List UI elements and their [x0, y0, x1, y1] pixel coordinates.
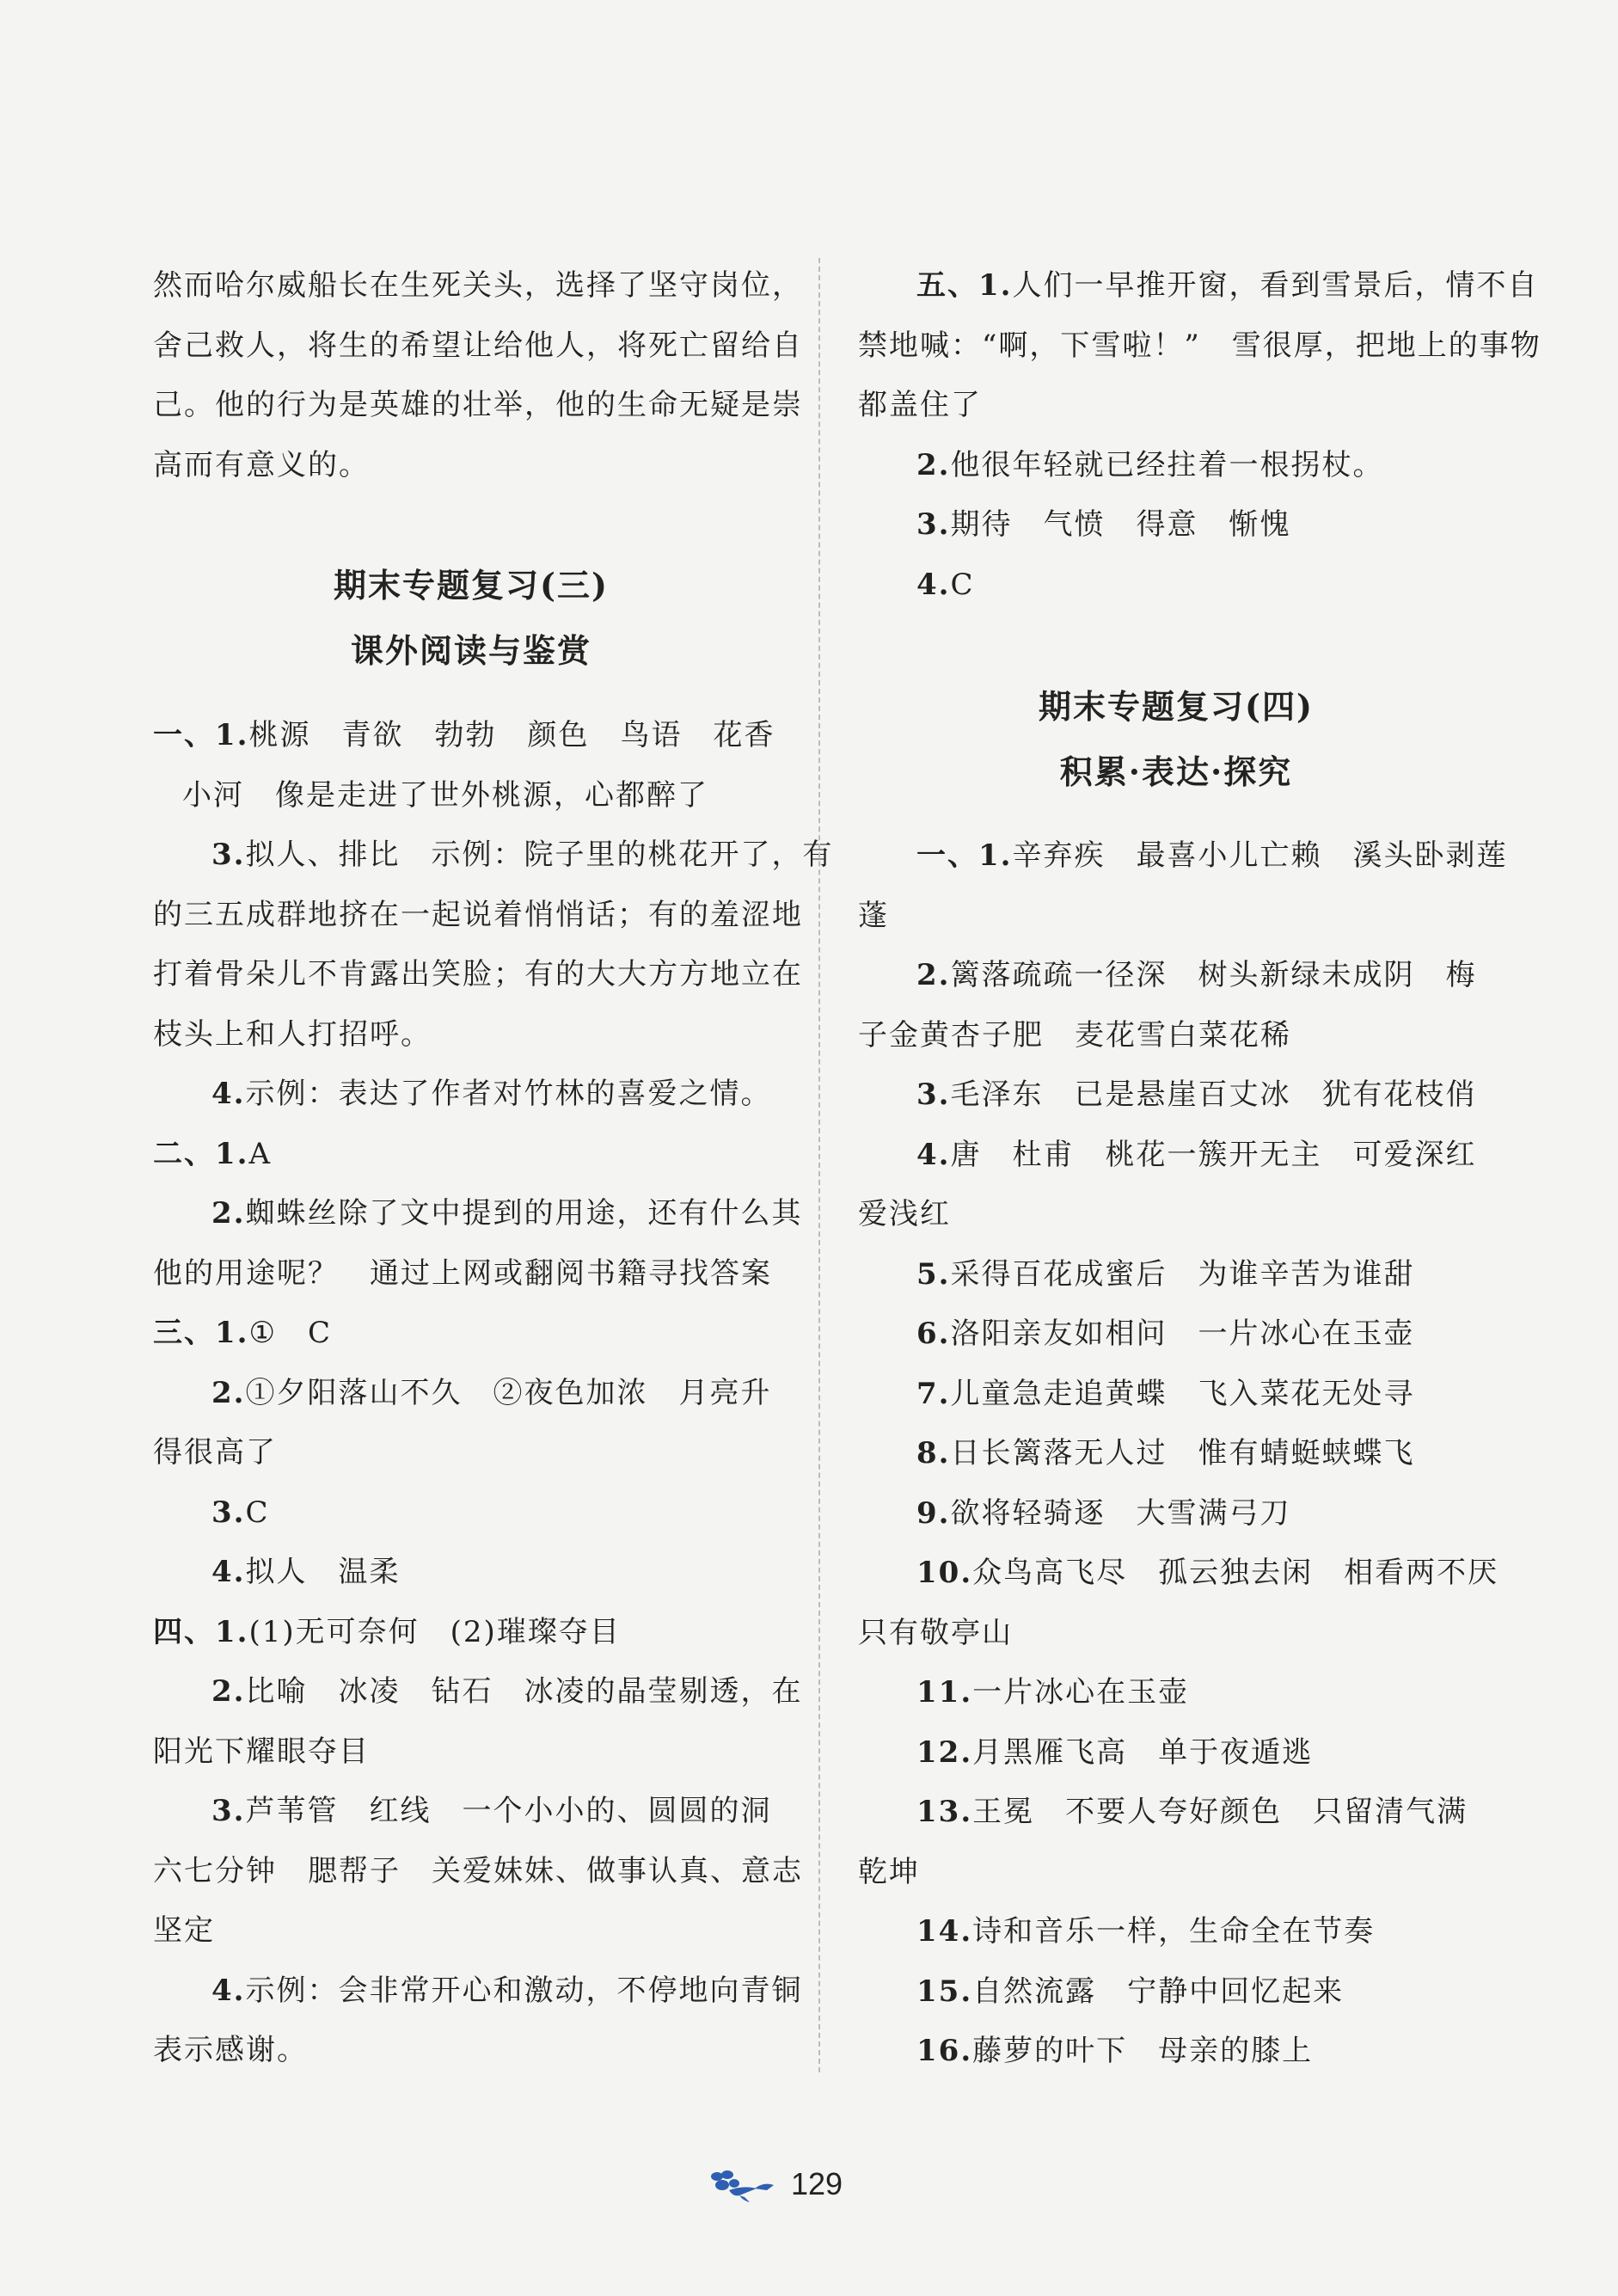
answer-text: 乾坤 [858, 1854, 920, 1889]
answer-line [916, 1436, 1415, 1470]
answer-line [916, 448, 1384, 482]
answer-line [153, 1913, 215, 1948]
answer-number: 12. [916, 1734, 973, 1770]
answer-line [916, 1257, 1415, 1292]
answer-line [916, 1317, 1415, 1351]
answer-number: 16. [916, 2034, 973, 2068]
answer-line [916, 1914, 1375, 1949]
answer-text: 都盖住了 [858, 388, 982, 422]
answer-text: 唐 杜甫 桃花一簇开无主 可爱深红 [950, 1137, 1477, 1172]
answer-text: 禁地喊：“啊，下雪啦！” 雪很厚，把地上的事物 [858, 328, 1541, 363]
answer-text: A [248, 1136, 273, 1171]
answer-line [153, 1615, 621, 1649]
column-divider [818, 258, 820, 2072]
answer-number: 2. [916, 447, 951, 482]
answer-number: 6. [916, 1317, 951, 1351]
answer-number: 一、1. [153, 718, 249, 752]
blue-flower-bird-icon [705, 2166, 784, 2204]
intro-line: 然而哈尔威船长在生死关头，选择了坚守岗位， [153, 268, 803, 303]
intro-line: 高而有意义的。 [153, 447, 370, 482]
answer-text: 藤萝的叶下 母亲的膝上 [972, 2034, 1314, 2068]
answer-line [153, 1316, 332, 1350]
answer-line [182, 778, 708, 813]
answer-line [916, 268, 1539, 303]
answer-line [858, 1855, 920, 1889]
answer-text: 人们一早推开窗，看到雪景后，情不自 [1012, 268, 1539, 303]
answer-number: 4. [211, 1077, 246, 1111]
answer-number: 2. [211, 1375, 246, 1410]
intro-line: 舍己救人，将生的希望让给他人，将死亡留给自 [153, 328, 803, 363]
answer-number: 4. [211, 1555, 246, 1589]
answer-number: 3. [916, 1077, 951, 1112]
answer-number: 5. [916, 1256, 951, 1292]
answer-number: 15. [916, 1974, 973, 2009]
answer-line [916, 1795, 1468, 1829]
answer-line [211, 1974, 803, 2008]
answer-number: 4. [916, 1137, 951, 1172]
page-footer [705, 2163, 877, 2206]
answer-line [916, 507, 1291, 542]
answer-line [858, 899, 889, 933]
answer-text: 表示感谢。 [153, 2033, 308, 2067]
answer-text: ①夕阳落山不久 ②夜色加浓 月亮升 [245, 1375, 772, 1410]
answer-text: 他的用途呢？ 通过上网或翻阅书籍寻找答案 [153, 1255, 772, 1291]
answer-line [916, 1138, 1477, 1172]
answer-line [858, 1197, 951, 1231]
answer-line [153, 1734, 370, 1769]
answer-line [211, 1376, 772, 1410]
answer-line [153, 2033, 308, 2067]
answer-line [858, 1616, 1013, 1650]
answer-text: 阳光下耀眼夺目 [153, 1734, 370, 1769]
answer-text: 示例：表达了作者对竹林的喜爱之情。 [245, 1077, 772, 1111]
answer-number: 9. [916, 1495, 951, 1531]
answer-text: 毛泽东 已是悬崖百丈冰 犹有花枝俏 [950, 1077, 1477, 1112]
answer-text: 芦苇管 红线 一个小小的、圆圆的洞 [245, 1794, 772, 1828]
answer-line [858, 1018, 1291, 1053]
answer-line [916, 958, 1477, 992]
answer-line [916, 1496, 1291, 1531]
answer-text: 自然流露 宁静中回忆起来 [972, 1974, 1345, 2009]
answer-text: C [245, 1495, 270, 1530]
answer-line [916, 838, 1508, 873]
answer-text: (1)无可奈何 (2)璀璨夺目 [248, 1614, 621, 1649]
answer-text: 坚定 [153, 1913, 215, 1948]
answer-number: 五、1. [916, 268, 1013, 303]
answer-number: 3. [211, 1794, 246, 1828]
answer-text: 他很年轻就已经拄着一根拐杖。 [950, 447, 1384, 482]
answer-number: 10. [916, 1556, 973, 1590]
answer-line [916, 1974, 1344, 2009]
answer-number: 2. [211, 1196, 246, 1231]
answer-line [858, 328, 1541, 363]
answer-text: 枝头上和人打招呼。 [153, 1016, 432, 1052]
answer-line [211, 1674, 803, 1709]
answer-number: 3. [916, 507, 951, 542]
answer-number: 3. [211, 838, 246, 872]
answer-line [153, 957, 803, 991]
answer-text: 期待 气愤 得意 惭愧 [950, 507, 1291, 542]
answer-text: 洛阳亲友如相问 一片冰心在玉壶 [950, 1317, 1415, 1351]
answer-line [211, 1794, 772, 1828]
answer-number: 13. [916, 1795, 973, 1829]
answer-text: 欲将轻骑逐 大雪满弓刀 [950, 1495, 1291, 1531]
answer-number: 7. [916, 1376, 951, 1411]
answer-line [211, 1495, 270, 1530]
answer-text: C [950, 567, 975, 602]
answer-text: 篱落疏疏一径深 树头新绿未成阴 梅 [950, 958, 1477, 992]
answer-text: 日长篱落无人过 惟有蜻蜓蛱蝶飞 [950, 1436, 1415, 1470]
answer-text: 六七分钟 腮帮子 关爱妹妹、做事认真、意志 [153, 1853, 803, 1888]
answer-number: 3. [211, 1495, 246, 1530]
answer-line [916, 568, 975, 602]
answer-line [916, 2034, 1313, 2068]
answer-text: 王冕 不要人夸好颜色 只留清气满 [972, 1795, 1468, 1829]
answer-text: 儿童急走追黄蝶 飞入菜花无处寻 [950, 1376, 1415, 1411]
answer-text: ① C [248, 1316, 332, 1350]
answer-line [916, 1735, 1313, 1770]
answer-number: 四、1. [153, 1614, 249, 1649]
answer-line [211, 1077, 772, 1111]
answer-text: 桃源 青欲 勃勃 颜色 鸟语 花香 [248, 718, 775, 752]
answer-line [153, 718, 775, 752]
answer-number: 8. [916, 1436, 951, 1470]
answer-line [153, 1017, 432, 1052]
answer-text: 爱浅红 [858, 1197, 951, 1231]
section-subtitle: 课外阅读与鉴赏 [350, 631, 591, 670]
answer-number: 4. [916, 567, 951, 602]
answer-line [916, 1377, 1415, 1411]
answer-text: 比喻 冰凌 钻石 冰凌的晶莹剔透，在 [245, 1674, 803, 1709]
answer-line [153, 1137, 272, 1171]
answer-line [211, 1196, 803, 1231]
answer-number: 2. [916, 958, 951, 992]
answer-line [211, 1555, 401, 1589]
answer-number: 14. [916, 1914, 973, 1949]
answer-line [916, 1556, 1498, 1590]
answer-text: 打着骨朵儿不肯露出笑脸；有的大大方方地立在 [153, 957, 803, 991]
page-number: 129 [791, 2166, 843, 2201]
answer-text: 辛弃疾 最喜小儿亡赖 溪头卧剥莲 [1012, 838, 1508, 873]
answer-text: 采得百花成蜜后 为谁辛苦为谁甜 [950, 1256, 1415, 1292]
answer-number: 11. [916, 1675, 973, 1710]
answer-text: 拟人、排比 示例：院子里的桃花开了，有 [245, 838, 834, 872]
answer-line [153, 1256, 772, 1291]
answer-text: 蜘蛛丝除了文中提到的用途，还有什么其 [245, 1196, 803, 1231]
answer-number: 一、1. [916, 838, 1013, 873]
answer-line [153, 1435, 277, 1470]
section-title: 期末专题复习(四) [1039, 687, 1314, 726]
answer-text: 月黑雁飞高 单于夜遁逃 [972, 1734, 1314, 1770]
answer-text: 小河 像是走进了世外桃源，心都醉了 [182, 777, 708, 813]
answer-text: 示例：会非常开心和激动，不停地向青铜 [245, 1973, 803, 2008]
answer-text: 诗和音乐一样，生命全在节奏 [972, 1914, 1376, 1949]
intro-line: 己。他的行为是英雄的壮举，他的生命无疑是崇 [153, 388, 803, 422]
answer-line [916, 1675, 1189, 1710]
answer-text: 只有敬亭山 [858, 1615, 1013, 1650]
section-subtitle: 积累·表达·探究 [1059, 752, 1293, 791]
answer-line [153, 1854, 803, 1888]
answer-line [153, 898, 803, 932]
answer-number: 三、1. [153, 1316, 249, 1350]
answer-number: 二、1. [153, 1136, 249, 1171]
answer-text: 众鸟高飞尽 孤云独去闲 相看两不厌 [972, 1556, 1499, 1590]
answer-line [211, 838, 834, 872]
answer-text: 拟人 温柔 [245, 1555, 401, 1589]
answer-number: 2. [211, 1674, 246, 1709]
answer-line [858, 388, 982, 422]
answer-line [916, 1077, 1477, 1112]
answer-text: 蓬 [858, 898, 889, 933]
section-title: 期末专题复习(三) [334, 566, 609, 605]
answer-text: 得很高了 [153, 1435, 277, 1470]
answer-text: 的三五成群地挤在一起说着悄悄话；有的羞涩地 [153, 897, 803, 932]
answer-number: 4. [211, 1973, 246, 2008]
answer-text: 一片冰心在玉壶 [972, 1675, 1190, 1710]
answer-text: 子金黄杏子肥 麦花雪白菜花稀 [858, 1017, 1291, 1053]
